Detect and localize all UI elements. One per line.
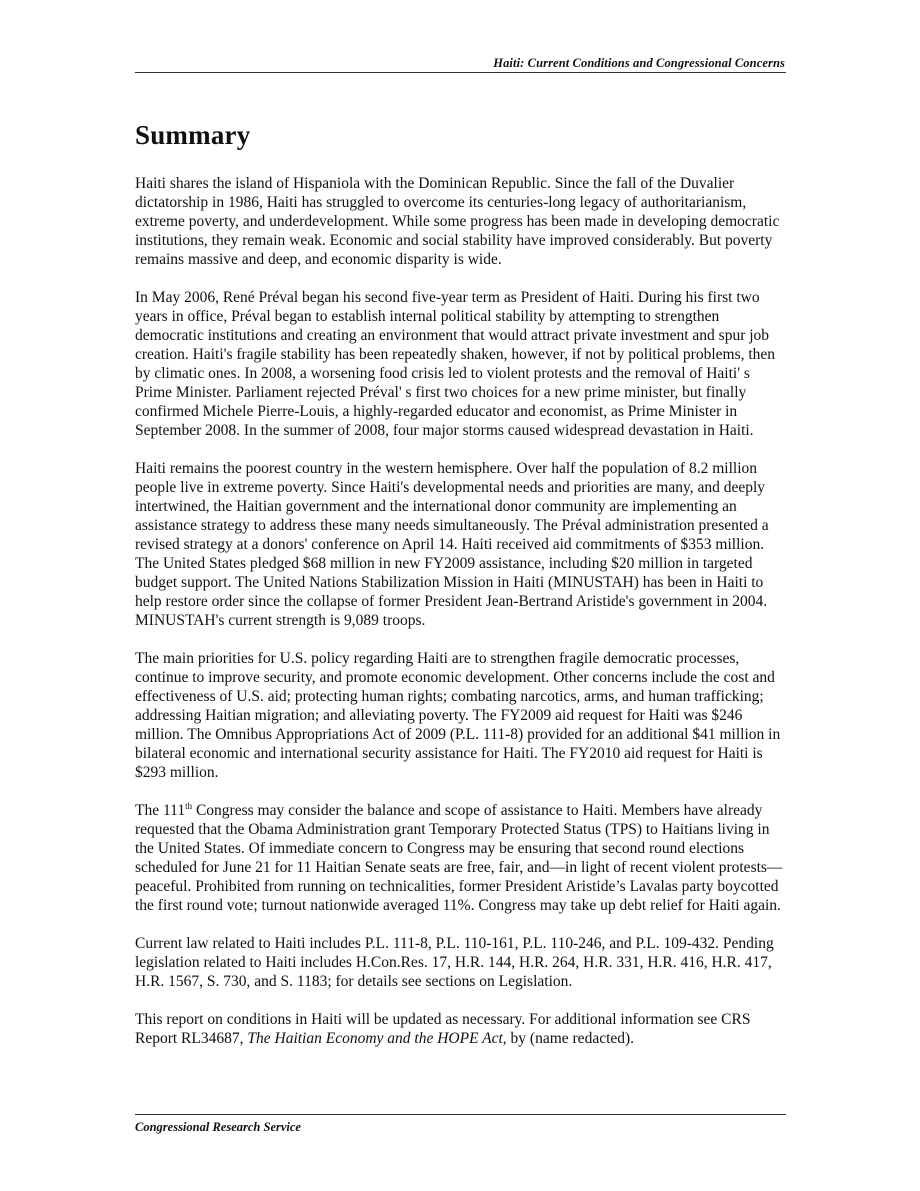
paragraph-7-lead: This report on conditions in Haiti will be updated as necessary. For additional information see CRS Report RL34687,: [135, 1011, 751, 1047]
summary-paragraph-2: In May 2006, René Préval began his second five-year term as President of Haiti. During his first two years in office, Préval began to establish internal political stability by attempting to strengthen democratic institutions and creating an environment that would attract private investment and spur job creation. Haiti's fragile stability has been repeatedly shaken, however, if not by political problems, then by climatic ones. In 2008, a worsening food crisis led to violent protests and the removal of Haiti' s Prime Minister. Parliament rejected Préval' s first two choices for a new prime minister, but finally confirmed Michele Pierre-Louis, a highly-regarded educator and economist, as Prime Minister in September 2008. In the summer of 2008, four major storms caused widespread devastation in Haiti.: [135, 289, 776, 439]
paragraph-7-rest: , by (name redacted).: [502, 1030, 635, 1047]
summary-body: [135, 174, 790, 1067]
paragraph-5-rest: Congress may consider the balance and scope of assistance to Haiti. Members have already requested that the Obama Administration grant Temporary Protected Status (TPS) to Haitians living in the United States. Of immediate concern to Congress may be ensuring that second round elections scheduled for June 21 for 11 Haitian Senate seats are free, fair, and—in light of recent violent protests—peaceful. Prohibited from running on technicalities, former President Aristide’s Lavalas party boycotted the first round vote; turnout nationwide averaged 11%. Congress may take up debt relief for Haiti again.: [135, 802, 783, 914]
summary-paragraph-1: Haiti shares the island of Hispaniola with the Dominican Republic. Since the fall of the Duvalier dictatorship in 1986, Haiti has struggled to overcome its centuries-long legacy of authoritarianism, extreme poverty, and underdevelopment. While some progress has been made in developing democratic institutions, they remain weak. Economic and social stability have improved considerably. But poverty remains massive and deep, and economic disparity is wide.: [135, 175, 780, 268]
page-title: Summary: [135, 120, 251, 150]
running-header: Haiti: Current Conditions and Congressional Concerns: [493, 56, 785, 70]
header-divider: [135, 72, 786, 73]
summary-paragraph-4: The main priorities for U.S. policy regarding Haiti are to strengthen fragile democratic processes, continue to improve security, and promote economic development. Other concerns include the cost and effectiveness of U.S. aid; protecting human rights; combating narcotics, arms, and human trafficking; addressing Haitian migration; and alleviating poverty. The FY2009 aid request for Haiti was $246 million. The Omnibus Appropriations Act of 2009 (P.L. 111-8) provided for an additional $41 million in bilateral economic and international security assistance for Haiti. The FY2010 aid request for Haiti is $293 million.: [135, 650, 781, 781]
summary-paragraph-6: Current law related to Haiti includes P.L. 111-8, P.L. 110-161, P.L. 110-246, and P.L. 109-432. Pending legislation related to Haiti includes H.Con.Res. 17, H.R. 144, H.R. 264, H.R. 331, H.R. 416, H.R. 417, H.R. 1567, S. 730, and S. 1183; for details see sections on Legislation.: [135, 935, 774, 990]
summary-paragraph-3: Haiti remains the poorest country in the western hemisphere. Over half the population of 8.2 million people live in extreme poverty. Since Haiti's developmental needs and priorities are many, and deeply intertwined, the Haitian government and the international donor community are implementing an assistance strategy to address these many needs simultaneously. The Préval administration presented a revised strategy at a donors' conference on April 14. Haiti received aid commitments of $353 million. The United States pledged $68 million in new FY2009 assistance, including $20 million in targeted budget support. The United Nations Stabilization Mission in Haiti (MINUSTAH) has been in Haiti to help restore order since the collapse of former President Jean-Bertrand Aristide's government in 2004. MINUSTAH's current strength is 9,089 troops.: [135, 460, 769, 629]
running-footer: Congressional Research Service: [135, 1120, 301, 1134]
ordinal-superscript: th: [185, 801, 193, 811]
summary-paragraph-5: [135, 801, 790, 915]
paragraph-5-lead: The 111: [135, 802, 186, 819]
report-title-citation: The Haitian Economy and the HOPE Act: [247, 1030, 503, 1047]
footer-divider: [135, 1114, 786, 1115]
summary-paragraph-7: [135, 1010, 790, 1048]
